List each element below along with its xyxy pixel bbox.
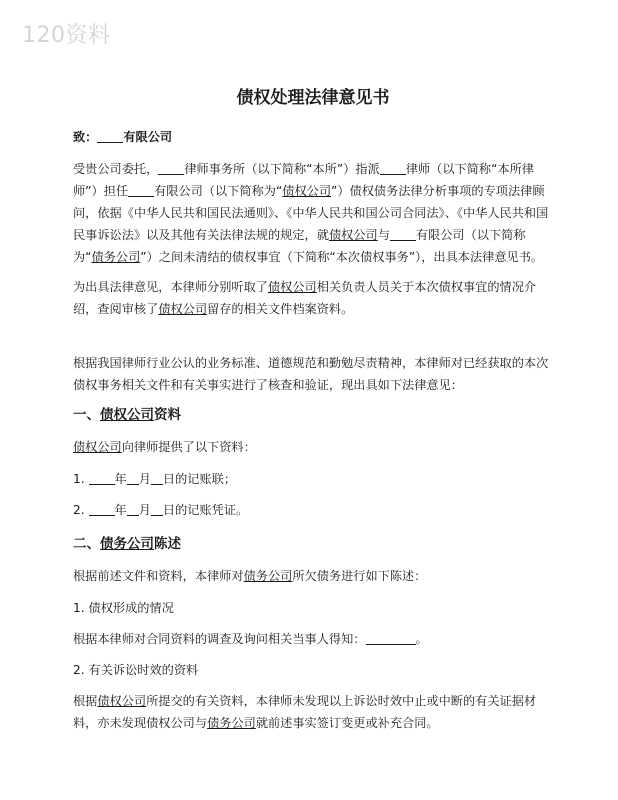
limitation-paragraph: 根据债权公司所提交的有关资料，本律师未发现以上诉讼时效中止或中断的有关证据材料，亦未发现债权公司与债务公司就前述事实签订变更或补充合同。: [73, 694, 537, 730]
blank-field: [128, 182, 154, 197]
debtor-name: 债务公司: [207, 716, 256, 730]
subheading-limitation: 2. 有关诉讼时效的资料: [73, 663, 199, 677]
subheading-debt-formation: 1. 债权形成的情况: [73, 601, 174, 615]
debtor-name: 债务公司: [91, 250, 141, 264]
addressee-line: [73, 126, 553, 148]
creditor-name: 债权公司: [100, 407, 154, 423]
blank-field: [89, 501, 115, 516]
blank-field: [89, 470, 115, 485]
section2-lead: 根据前述文件和资料，本律师对债务公司所欠债务进行如下陈述：: [73, 569, 427, 583]
list-item: 1. 年 月 日的记账联；: [73, 472, 237, 486]
section-heading-1: 一、债权公司资料: [73, 407, 181, 423]
blank-field: [127, 470, 139, 485]
blank-field: [158, 160, 184, 175]
blank-field: [390, 226, 416, 241]
document-title: 债权处理法律意见书: [236, 88, 390, 108]
creditor-name-plain: 债权公司: [146, 716, 195, 730]
intro-paragraph: 受贵公司委托， 律师事务所（以下简称“本所”）指派 律师（以下简称“本所律师”）担任 有限公司（以下简称为“债权公司”）债权债务法律分析事项的专项法律顾问，依据《中华人民共和国民法通则》、《中华人民共和国公司合同法》、《中华人民共和国民事诉讼法》以及其他有关法律法规的规定，就债权公司与 有限公司（以下简称为“债务公司”）之间未清结的债权事宜（下简称“本次债权事务”），出具本法律意见书。: [73, 162, 549, 264]
creditor-name: 债权公司: [282, 184, 332, 198]
debt-formation-text: 根据本律师对合同资料的调查及询问相关当事人得知： 。: [73, 632, 428, 646]
watermark: 120资料: [22, 23, 111, 48]
research-paragraph: 为出具法律意见，本律师分别听取了债权公司相关负责人员关于本次债权事宜的情况介绍，查阅审核了债权公司留存的相关文件档案资料。: [73, 280, 537, 316]
blank-field: [127, 501, 139, 516]
opinion-basis-paragraph: 根据我国律师行业公认的业务标准、道德规范和勤勉尽责精神，本律师对已经获取的本次债权事务相关文件和有关事实进行了核查和验证，现出具如下法律意见：: [73, 356, 549, 392]
debtor-name: 债务公司: [100, 536, 154, 552]
addressee-suffix: 有限公司: [123, 130, 173, 144]
creditor-name: 债权公司: [328, 228, 378, 242]
section-heading-2: 二、债务公司陈述: [73, 536, 181, 552]
blank-field: [151, 501, 163, 516]
creditor-name: 债权公司: [158, 302, 208, 316]
blank-field: [366, 630, 416, 645]
list-item: 2. 年 月 日的记账凭证。: [73, 503, 249, 517]
creditor-name: 债权公司: [73, 440, 122, 454]
blank-field: [380, 160, 406, 175]
addressee-prefix: 致：: [73, 130, 98, 144]
blank-field: [97, 128, 123, 143]
section1-lead: 债权公司向律师提供了以下资料：: [73, 440, 256, 454]
creditor-name: 债权公司: [268, 280, 317, 294]
creditor-name: 债权公司: [97, 694, 147, 708]
blank-field: [151, 470, 163, 485]
debtor-name: 债务公司: [243, 569, 293, 583]
